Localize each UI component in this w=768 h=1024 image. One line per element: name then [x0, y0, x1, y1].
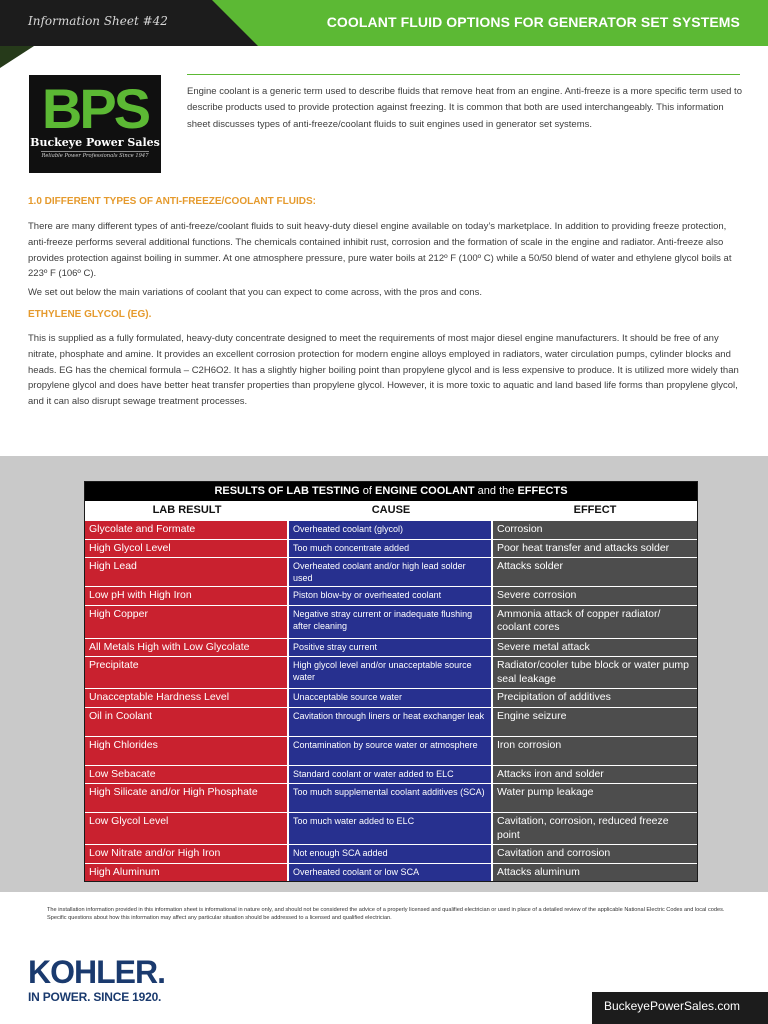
sheet-number: Information Sheet #42 [28, 14, 168, 28]
section-heading: 1.0 DIFFERENT TYPES OF ANTI-FREEZE/COOLANT FLUIDS: [28, 196, 316, 207]
lab-result-cell: Low Sebacate [85, 766, 289, 784]
logo-divider [41, 151, 149, 152]
table-title [85, 482, 697, 501]
bps-logo-mark [37, 81, 153, 133]
effect-cell: Radiator/cooler tube block or water pump seal leakage [493, 657, 697, 688]
cause-cell: Too much concentrate added [289, 540, 493, 558]
cause-cell: Piston blow-by or overheated coolant [289, 587, 493, 605]
lab-result-cell: Low Glycol Level [85, 813, 289, 844]
table-title-part: of [359, 485, 375, 497]
cause-cell: Overheated coolant or low SCA [289, 864, 493, 882]
kohler-tagline: IN POWER. SINCE 1920. [28, 990, 162, 1004]
lab-result-cell: Low Nitrate and/or High Iron [85, 845, 289, 863]
logo-company-name: Buckeye Power Sales [30, 136, 160, 149]
logo-tagline: Reliable Power Professionals Since 1947 [41, 153, 149, 159]
kohler-logo: KOHLER. [28, 954, 165, 990]
bps-letters: BPS [41, 81, 149, 133]
lab-results-table [84, 481, 698, 882]
effect-cell: Severe corrosion [493, 587, 697, 605]
cause-cell: Cavitation through liners or heat exchanger leak [289, 708, 493, 736]
effect-cell: Precipitation of additives [493, 689, 697, 707]
table-row [85, 557, 697, 586]
table-row [85, 707, 697, 736]
subsection-heading: ETHYLENE GLYCOL (EG). [28, 309, 152, 320]
bps-logo [29, 75, 161, 173]
cause-cell: Too much water added to ELC [289, 813, 493, 844]
table-row [85, 783, 697, 812]
disclaimer-text: The installation information provided in this information sheet is informational in nature only, and should not be considered the advice of a properly licensed and qualified electrician or used in place of a detailed review of the applicable National Electric Codes and local codes. Specific questions about how this information may affect any particular situation should be addressed to a licensed and qualified electrician. [47, 907, 725, 921]
effect-cell: Ammonia attack of copper radiator/ coolant cores [493, 606, 697, 638]
effect-cell: Iron corrosion [493, 737, 697, 765]
section-paragraph-3: This is supplied as a fully formulated, heavy-duty concentrate designed to meet the requirements of most major diesel engine manufacturers. It should be free of any nitrate, phosphate and amine. It provides an excellent corrosion protection for modern engine alloys employed in radiators, water circulation pumps, cylinder blocks and heads. EG has the chemical formula – C2H6O2. It has a slightly higher boiling point than propylene glycol and is less expensive to produce. It is utilized more widely than propylene glycol and does have better heat transfer properties than propylene glycol. However, it is more toxic to aquatic and land based life forms than propylene glycol, and it can also disrupt sewage treatment processes. [28, 333, 739, 408]
effect-cell: Severe metal attack [493, 639, 697, 657]
table-row [85, 863, 697, 882]
lab-result-cell: High Copper [85, 606, 289, 638]
lab-result-cell: Oil in Coolant [85, 708, 289, 736]
lab-result-cell: Low pH with High Iron [85, 587, 289, 605]
header-corner-accent [0, 46, 34, 68]
table-title-part: RESULTS OF LAB TESTING [214, 485, 360, 497]
cause-cell: Negative stray current or inadequate flushing after cleaning [289, 606, 493, 638]
cause-cell: Not enough SCA added [289, 845, 493, 863]
table-row [85, 586, 697, 605]
lab-result-cell: Precipitate [85, 657, 289, 688]
effect-cell: Water pump leakage [493, 784, 697, 812]
cause-cell: Standard coolant or water added to ELC [289, 766, 493, 784]
lab-result-cell: High Glycol Level [85, 540, 289, 558]
cause-cell: Positive stray current [289, 639, 493, 657]
lab-result-cell: High Chlorides [85, 737, 289, 765]
table-row [85, 844, 697, 863]
cause-cell: Too much supplemental coolant additives (SCA) [289, 784, 493, 812]
table-title-part: and the [474, 485, 518, 497]
effect-cell: Cavitation and corrosion [493, 845, 697, 863]
lab-result-cell: High Lead [85, 558, 289, 586]
table-row [85, 736, 697, 765]
effect-cell: Corrosion [493, 521, 697, 539]
intro-paragraph: Engine coolant is a generic term used to describe fluids that remove heat from an engine. Anti-freeze is a more specific term used to describe products used to provide protection against freezing. It is common that both are used interchangeably. This information sheet discusses types of anti-freeze/coolant fluids to suit engines used in generator set systems. [187, 86, 742, 130]
column-header-effect: EFFECT [573, 504, 617, 516]
effect-cell: Attacks aluminum [493, 864, 697, 882]
cause-cell: Contamination by source water or atmosphere [289, 737, 493, 765]
cause-cell: Unacceptable source water [289, 689, 493, 707]
intro-divider [187, 74, 740, 75]
lab-result-cell: High Silicate and/or High Phosphate [85, 784, 289, 812]
lab-result-cell: High Aluminum [85, 864, 289, 882]
effect-cell: Poor heat transfer and attacks solder [493, 540, 697, 558]
table-row [85, 520, 697, 539]
table-body [85, 520, 697, 881]
lab-result-cell: Glycolate and Formate [85, 521, 289, 539]
table-header-row [85, 501, 697, 520]
lab-result-cell: All Metals High with Low Glycolate [85, 639, 289, 657]
cause-cell: Overheated coolant (glycol) [289, 521, 493, 539]
sheet-title: COOLANT FLUID OPTIONS FOR GENERATOR SET SYSTEMS [326, 14, 740, 30]
table-row [85, 656, 697, 688]
website-link[interactable]: BuckeyePowerSales.com [603, 999, 740, 1013]
lab-result-cell: Unacceptable Hardness Level [85, 689, 289, 707]
effect-cell: Attacks solder [493, 558, 697, 586]
table-title-part: EFFECTS [517, 485, 568, 497]
table-row [85, 812, 697, 844]
cause-cell: Overheated coolant and/or high lead solder used [289, 558, 493, 586]
section-paragraph-1: There are many different types of anti-freeze/coolant fluids to suit heavy-duty diesel engine available on today’s marketplace. In addition to providing freeze protection, anti-freeze performs several additional functions. The chemicals contained inhibit rust, corrosion and the formation of scale in the engine and radiator. Anti-freeze also provides protection against boiling in summer. At one atmosphere pressure, pure water boils at 212º F (100º C) while a 50/50 blend of water and ethylene glycol boils at 223º F (106º C). [28, 221, 732, 280]
section-paragraph-2: We set out below the main variations of coolant that you can expect to come across, with the pros and cons. [28, 287, 482, 298]
effect-cell: Engine seizure [493, 708, 697, 736]
effect-cell: Attacks iron and solder [493, 766, 697, 784]
table-row [85, 539, 697, 558]
table-title-part: ENGINE COOLANT [374, 485, 475, 497]
column-header-cause: CAUSE [371, 504, 411, 516]
column-header-lab-result: LAB RESULT [152, 504, 222, 516]
effect-cell: Cavitation, corrosion, reduced freeze point [493, 813, 697, 844]
table-row [85, 688, 697, 707]
table-row [85, 638, 697, 657]
table-row [85, 605, 697, 638]
cause-cell: High glycol level and/or unacceptable source water [289, 657, 493, 688]
table-row [85, 765, 697, 784]
